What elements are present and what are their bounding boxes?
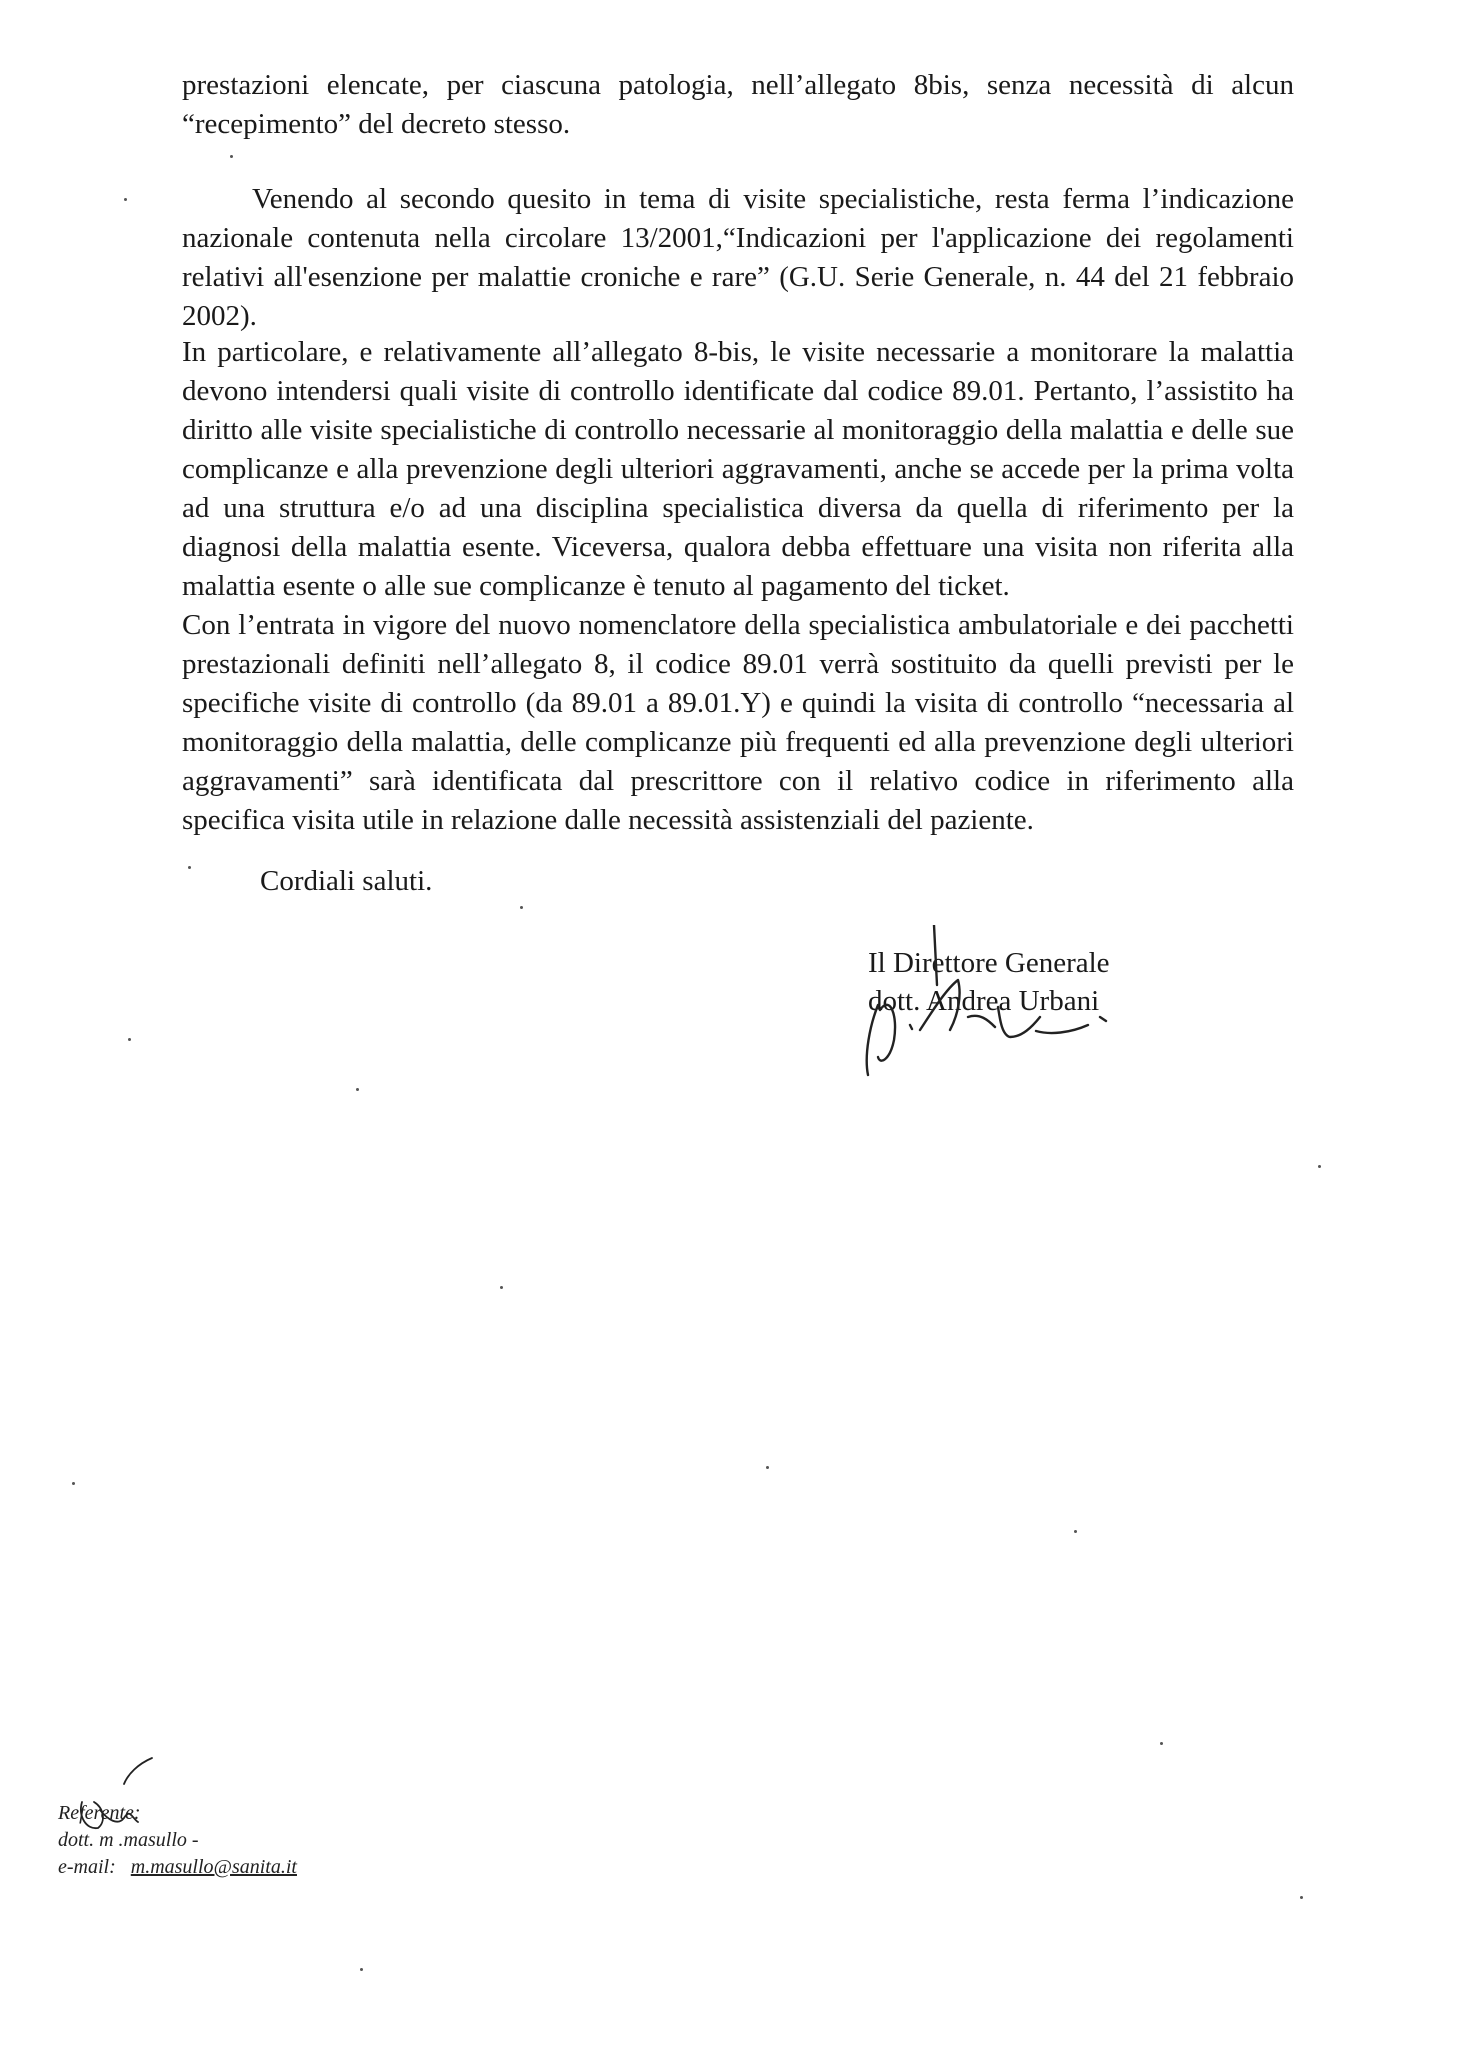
- scan-speck: [360, 1968, 363, 1971]
- scan-speck: [124, 198, 127, 201]
- referente-name: dott. m .masullo -: [58, 1829, 199, 1851]
- scan-speck: [500, 1286, 503, 1289]
- signatory-name: dott. Andrea Urbani: [868, 985, 1100, 1017]
- paragraph-allegato-8bis: In particolare, e relativamente all’allegato 8-bis, le visite necessarie a monitorare la malattia devono intendersi quali visite di controllo identificate dal codice 89.01. Pertanto, l’assistito ha diritto alle visite specialistiche di controllo necessarie al monitoraggio della malattia e delle sue complicanze e alla prevenzione degli ulteriori aggravamenti, anche se accede per la prima volta ad una struttura e/o ad una disciplina specialistica diversa da quella di riferimento per la diagnosi della malattia esente. Viceversa, qualora debba effettuare una visita non riferita alla malattia esente o alle sue complicanze è tenuto al pagamento del ticket.: [182, 336, 1294, 602]
- email-label: e-mail:: [58, 1856, 116, 1878]
- scan-speck: [1318, 1165, 1321, 1168]
- scan-speck: [188, 866, 191, 869]
- referente-label: Referente:: [58, 1802, 141, 1824]
- paragraph-nomenclatore: Con l’entrata in vigore del nuovo nomenclatore della specialistica ambulatoriale e dei pacchetti prestazionali definiti nell’allegato 8, il codice 89.01 verrà sostituito da quelli previsti per le specifiche visite di controllo (da 89.01 a 89.01.Y) e quindi la visita di controllo “necessaria al monitoraggio della malattia, delle complicanze più frequenti ed alla prevenzione degli ulteriori aggravamenti” sarà identificata dal prescrittore con il relativo codice in riferimento alla specifica visita utile in relazione dalle necessità assistenziali del paziente.: [182, 609, 1294, 836]
- scan-speck: [128, 1038, 131, 1041]
- signatory-role: Il Direttore Generale: [868, 947, 1110, 979]
- handwritten-signature: [850, 925, 1140, 1095]
- email-link[interactable]: m.masullo@sanita.it: [130, 1856, 297, 1878]
- closing-greeting: Cordiali saluti.: [260, 865, 433, 897]
- referente-block: [58, 1800, 297, 1881]
- scan-speck: [1160, 1742, 1163, 1745]
- paragraph-second-question: Venendo al secondo quesito in tema di visite specialistiche, resta ferma l’indicazione nazionale contenuta nella circolare 13/2001,“Indicazioni per l'applicazione dei regolamenti relativi all'esenzione per malattie croniche e rare” (G.U. Serie Generale, n. 44 del 21 febbraio 2002).: [182, 183, 1294, 332]
- scan-speck: [766, 1466, 769, 1469]
- scan-speck: [520, 906, 523, 909]
- paragraph-continuation: prestazioni elencate, per ciascuna patologia, nell’allegato 8bis, senza necessità di alcun “recepimento” del decreto stesso.: [182, 69, 1294, 140]
- scan-speck: [1074, 1530, 1077, 1533]
- scan-speck: [1300, 1896, 1303, 1899]
- scan-speck: [356, 1088, 359, 1091]
- referente-email-line: [58, 1854, 297, 1881]
- scan-speck: [230, 155, 233, 158]
- scan-speck: [72, 1482, 75, 1485]
